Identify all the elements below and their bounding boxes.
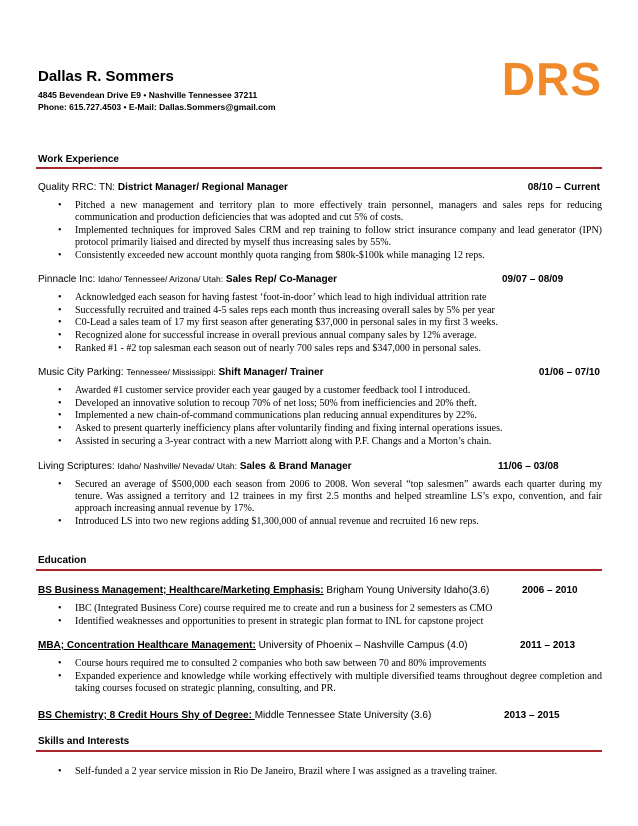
list-item: • Developed an innovative solution to recoup 70% of net loss; 50% from inefficiencies and 20% theft. — [58, 398, 602, 410]
list-item: • Implemented a new chain-of-command communications plan reducing annual expenditures by 22%. — [58, 410, 602, 422]
school-name: Middle Tennessee State University (3.6) — [254, 710, 432, 721]
list-item: • Expanded experience and knowledge while working effectively with multiple diversified teams throughout degree completion and taking courses focused on strategic planning, consulting, and PR. — [58, 671, 602, 695]
degree-name: MBA; Concentration Healthcare Management: — [38, 640, 256, 651]
education-bullets — [58, 658, 602, 696]
education-dates: 2006 – 2010 — [522, 585, 578, 596]
job-dates: 01/06 – 07/10 — [538, 367, 600, 378]
job-title: Sales Rep/ Co-Manager — [225, 274, 338, 285]
job-title: Sales & Brand Manager — [239, 461, 352, 472]
list-item: • Identified weaknesses and opportunities to present in strategic plan format to INL for capstone project — [58, 616, 602, 628]
job-bullets — [58, 385, 602, 449]
degree-name: BS Chemistry; 8 Credit Hours Shy of Degree: — [38, 710, 255, 721]
list-item: • Recognized alone for successful increase in overall previous annual company sales by 12% average. — [58, 330, 602, 342]
job-bullets — [58, 292, 602, 356]
job-header — [38, 182, 600, 193]
list-item: • Awarded #1 customer service provider each year gauged by a customer feedback tool I introduced. — [58, 385, 602, 397]
list-item: • Self-funded a 2 year service mission in Rio De Janeiro, Brazil where I was assigned as a traveling trainer. — [58, 766, 602, 778]
list-item: • IBC (Integrated Business Core) course required me to create and run a business for 2 semesters as CMO — [58, 603, 602, 615]
contact-line: Phone: 615.727.4503 • E-Mail: Dallas.Sommers@gmail.com — [38, 102, 276, 112]
skills-heading: Skills and Interests — [38, 736, 130, 747]
list-item: • Consistently exceeded new account monthly quota ranging from $80k-$100k while managing 12 reps. — [58, 250, 602, 262]
education-heading: Education — [38, 555, 87, 566]
job-bullets — [58, 479, 602, 529]
job-location: Idaho/ Nashville/ Nevada/ Utah: — [117, 461, 238, 471]
degree-name: BS Business Management; Healthcare/Marketing Emphasis: — [38, 585, 324, 596]
job-dates: 11/06 – 03/08 — [498, 461, 559, 472]
job-header — [38, 367, 600, 378]
education-entry-header — [38, 640, 600, 651]
address-line: 4845 Bevendean Drive E9 • Nashville Tennessee 37211 — [38, 90, 258, 100]
work-experience-heading: Work Experience — [38, 154, 119, 165]
list-item: • Pitched a new management and territory plan to more effectively train personnel, managers and sales reps for reducing communication and production deficiencies that was adopted and cut 5% of costs. — [58, 200, 602, 224]
list-item: • Successfully recruited and trained 4-5 sales reps each month thus increasing overall sales by 5% per year — [58, 305, 602, 317]
education-entry-header — [38, 585, 600, 596]
company-name: Living Scriptures: — [38, 461, 115, 472]
company-name: Quality RRC: — [38, 182, 97, 193]
list-item: • Ranked #1 - #2 top salesman each season out of nearly 700 sales reps and $347,000 in personal sales. — [58, 343, 602, 355]
job-title: District Manager/ Regional Manager — [117, 182, 288, 193]
applicant-name: Dallas R. Sommers — [38, 68, 174, 85]
job-title: Shift Manager/ Trainer — [218, 367, 324, 378]
company-name: Music City Parking: — [38, 367, 124, 378]
job-bullets — [58, 200, 602, 263]
education-dates: 2013 – 2015 — [504, 710, 560, 721]
job-location: Idaho/ Tennessee/ Arizona/ Utah: — [98, 274, 224, 284]
list-item: • Introduced LS into two new regions adding $1,300,000 of annual revenue and recruited 16 new reps. — [58, 516, 602, 528]
skills-bullets — [58, 766, 602, 779]
company-name: Pinnacle Inc: — [38, 274, 96, 285]
list-item: • Implemented techniques for improved Sales CRM and rep training to follow strict insurance company and lead generator (IPN) protocol primarily liaised and directed by myself thus increasing sales by 55%. — [58, 225, 602, 249]
monogram-logo: DRS — [501, 53, 602, 105]
list-item: • C0-Lead a sales team of 17 my first season after generating $37,000 in personal sales in my first 3 weeks. — [58, 317, 602, 329]
school-name: University of Phoenix – Nashville Campus (4.0) — [255, 640, 468, 651]
school-name: Brigham Young University Idaho(3.6) — [323, 585, 490, 596]
job-dates: 08/10 – Current — [527, 182, 600, 193]
education-dates: 2011 – 2013 — [520, 640, 576, 651]
job-location: Tennessee/ Mississippi: — [126, 367, 216, 377]
list-item: • Course hours required me to consulted 2 companies who both saw between 70 and 80% improvements — [58, 658, 602, 670]
section-divider — [36, 750, 602, 752]
education-bullets — [58, 603, 602, 628]
list-item: • Assisted in securing a 3-year contract with a new Marriott along with P.F. Changs and a Morton’s chain. — [58, 436, 602, 448]
list-item: • Acknowledged each season for having fastest ‘foot-in-door’ which lead to high individual attrition rate — [58, 292, 602, 304]
section-divider — [36, 569, 602, 571]
job-dates: 09/07 – 08/09 — [502, 274, 564, 285]
list-item: • Asked to present quarterly inefficiency plans after voluntarily finding and fixing internal operations issues. — [58, 423, 602, 435]
section-divider — [36, 167, 602, 169]
job-location: TN: — [98, 182, 116, 193]
list-item: • Secured an average of $500,000 each season from 2006 to 2008. Won several “top salesmen” awards each quarter during my tenure. Was assigned a territory and 12 trainees in my first 2.5 months and helped streamline LS’s expo, convention, and fair approach increasing annual revenue by 17%. — [58, 479, 602, 516]
